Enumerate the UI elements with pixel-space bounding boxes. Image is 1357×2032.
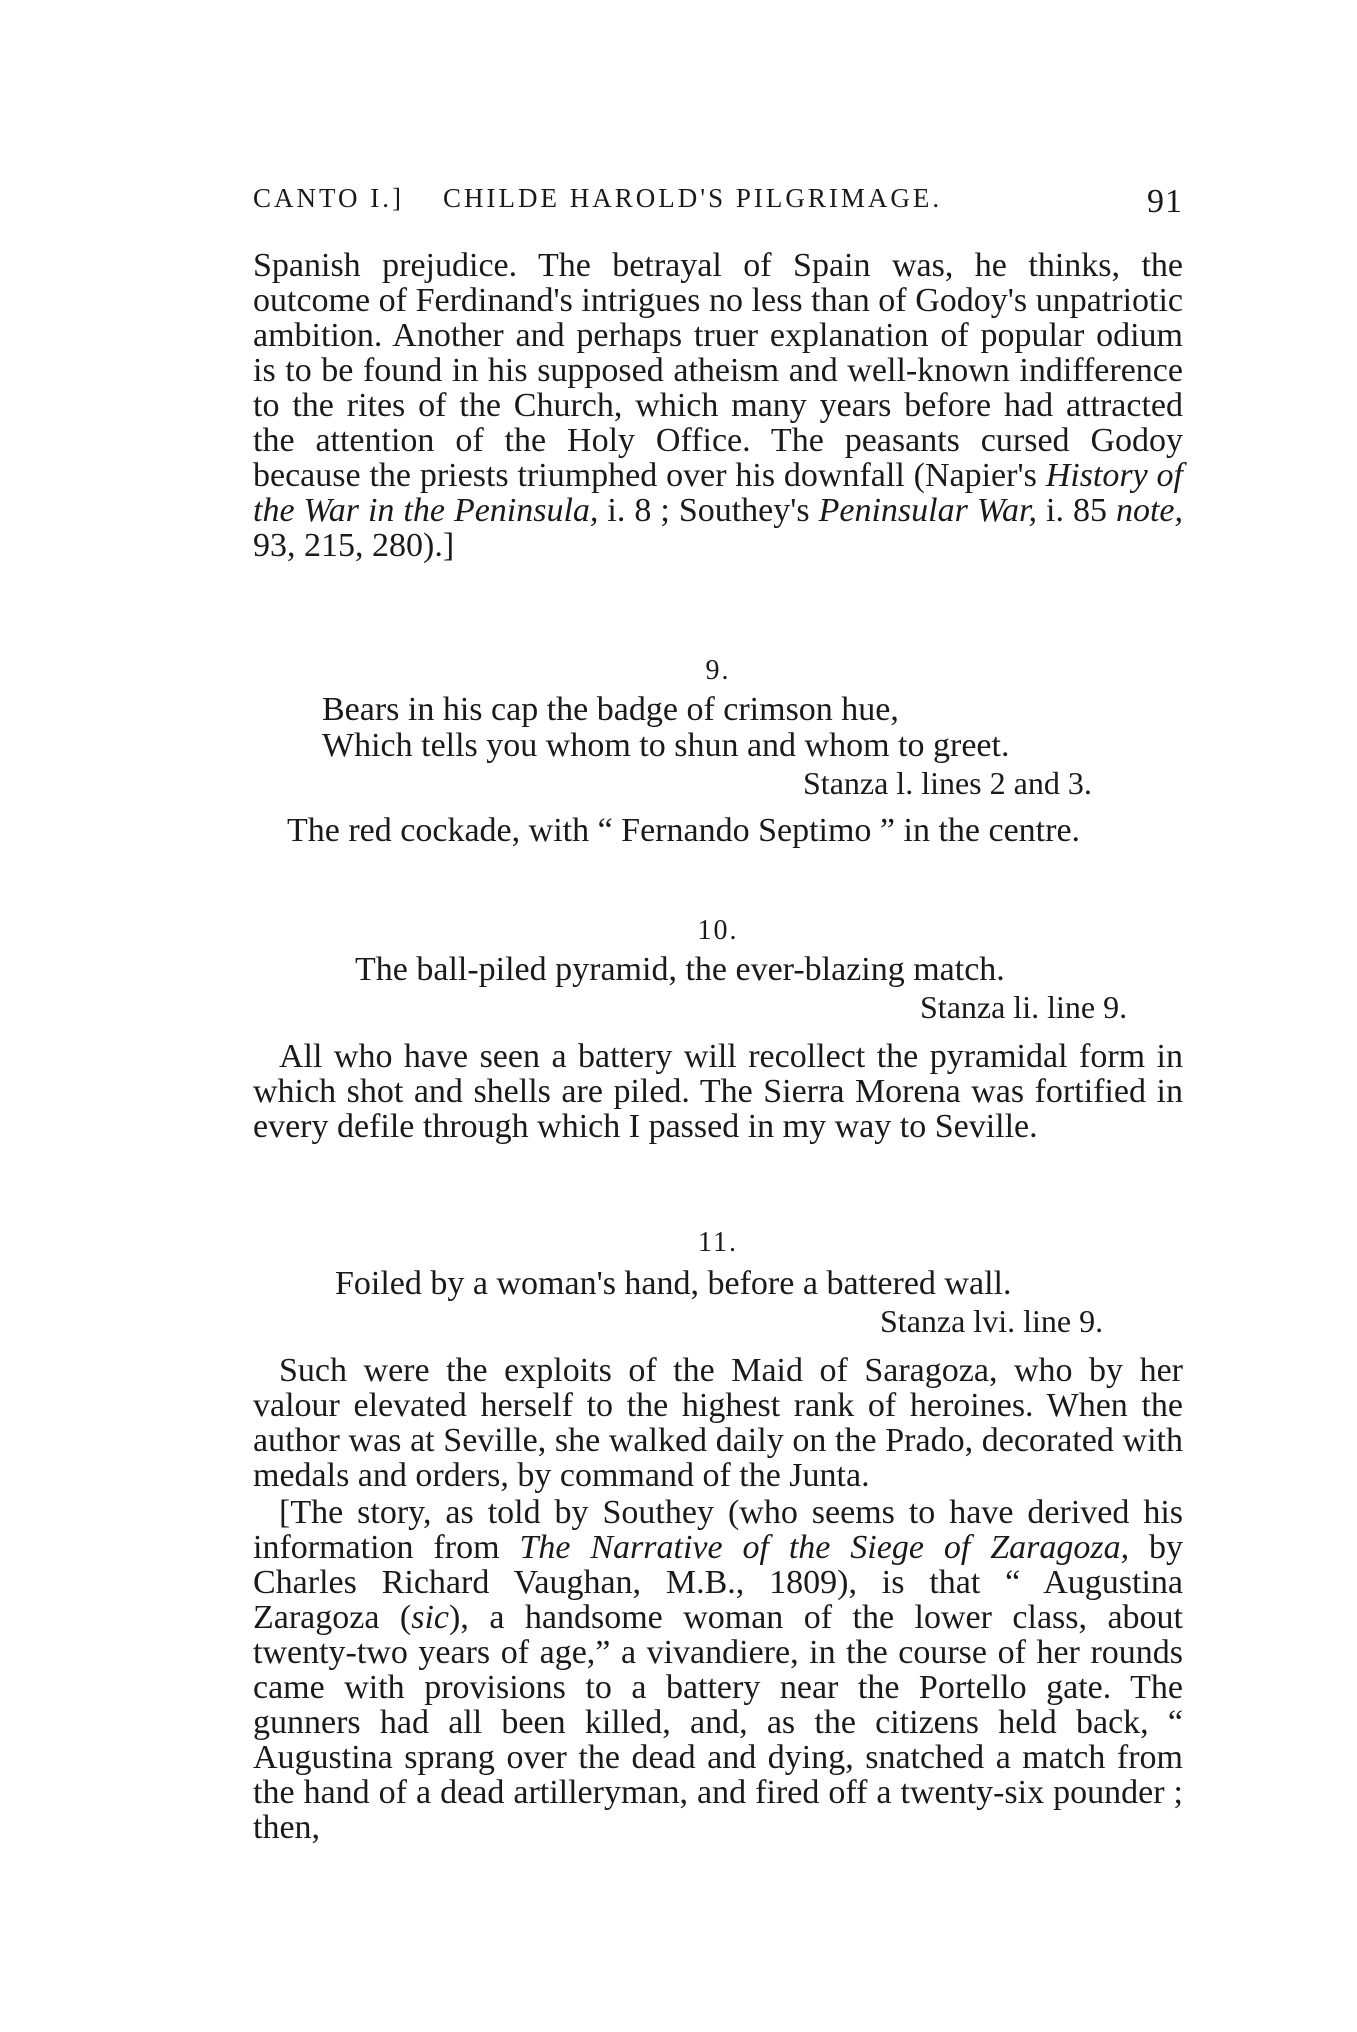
note-11-text: Such were the exploits of the Maid of Saragoza, who by her valour elevated herself to the highest rank of heroines. When the author was at Seville, she walked daily on the Prado, decorated with medals and orders, by command of the Junta. [253,1352,1183,1494]
note-11-story-1: [The story, as told by Southey (who seems to have derived his information from [253,1494,1183,1566]
note-11-body [253,1353,1183,1845]
running-title: CHILDE HAROLD'S PILGRIMAGE. [443,183,943,213]
note-10-body [253,1039,1183,1144]
intro-text-3: i. 85 [1037,492,1116,529]
note-9-number: 9. [705,655,731,686]
note-11-story-3: ), a handsome woman of the lower class, about twenty-two years of age,” a vivandiere, in the course of her rounds came with provisions to a battery near the Portello gate. The gunners had all been killed, and, as the citizens held back, “ Augustina sprang over the dead and dying, snatched a match from the hand of a dead artilleryman, and fired off a twenty-six pounder ; then, [253,1599,1184,1846]
intro-text-1: Spanish prejudice. The betrayal of Spain was, he thinks, the outcome of Ferdinand's intrigues no less than of Godoy's unpatriotic ambition. Another and perhaps truer explanation of popular odium is to be found in his supposed atheism and well-known indifference to the rites of the Church, which many years before had attracted the attention of the Holy Office. The peasants cursed Godoy because the priests triumphed over his downfall (Napier's [253,247,1183,494]
note-11-number: 11. [698,1227,738,1258]
note-10-verse-1: The ball-piled pyramid, the ever-blazing match. [355,951,1005,988]
intro-title-southey: Peninsular War, [818,492,1038,529]
page-number: 91 [1147,183,1183,220]
canto-label: CANTO I.] [253,183,404,213]
note-10-number: 10. [697,915,739,946]
running-header [253,183,1183,223]
note-10-text: All who have seen a battery will recollect the pyramidal form in which shot and shells are piled. The Sierra Morena was fortified in every defile through which I passed in my way to Seville. [253,1038,1183,1145]
intro-text-4: 93, 215, 280).] [253,527,455,564]
note-11-story [253,1495,1183,1845]
note-11-reference: Stanza lvi. line 9. [880,1303,1104,1339]
intro-note-word: note, [1115,492,1184,529]
note-9-verse-2: Which tells you whom to shun and whom to greet. [322,727,1010,764]
note-9-verse-1: Bears in his cap the badge of crimson hue, [322,691,899,728]
note-11-title-narrative: The Narrative of the Siege of Zaragoza, [519,1529,1130,1566]
note-9-reference: Stanza l. lines 2 and 3. [803,765,1092,801]
note-11-story-2: by Charles Richard Vaughan, M.B., 1809), is that “ Augustina Zaragoza ( [253,1529,1183,1636]
intro-title-napier: History of the War in the Peninsula, [253,457,1183,529]
note-11-sic: sic [411,1599,450,1636]
intro-paragraph [253,248,1183,563]
note-10-reference: Stanza li. line 9. [920,989,1128,1025]
note-11-verse-1: Foiled by a woman's hand, before a battered wall. [335,1265,1012,1302]
intro-text-2: i. 8 ; Southey's [598,492,819,529]
note-9-body: The red cockade, with “ Fernando Septimo ” in the centre. [287,812,1081,849]
